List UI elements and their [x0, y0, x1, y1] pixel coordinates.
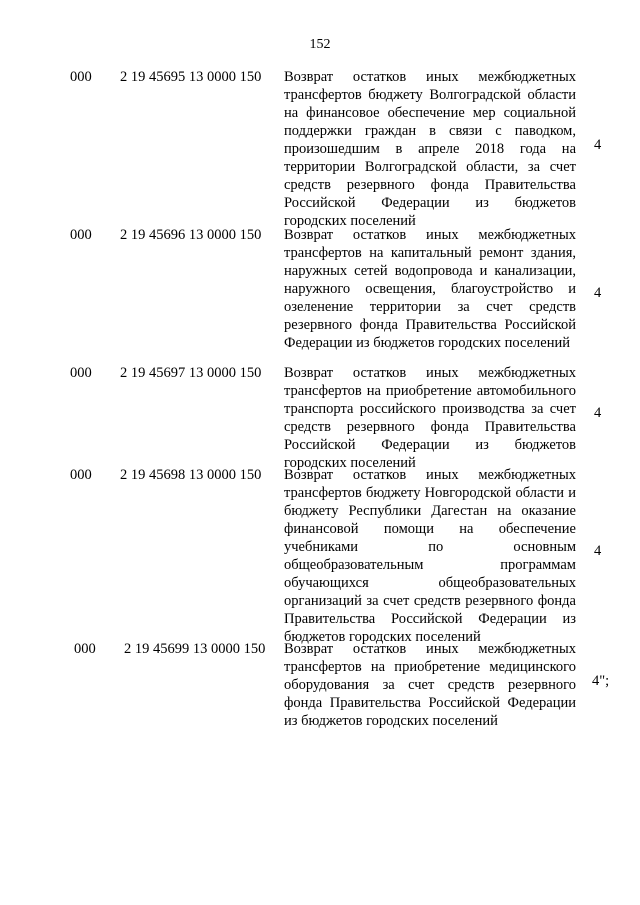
- admin-code: 000: [70, 227, 92, 243]
- budget-classification-code: 2 19 45698 13 0000 150: [120, 467, 262, 483]
- admin-code: 000: [70, 467, 92, 483]
- code-column-value: 4: [594, 405, 602, 421]
- row-description: Возврат остатков иных межбюджетных трансфертов на приобретение медицинского оборудования за счет средств резервного фонда Правительства Российской Федерации из бюджетов городских поселений: [284, 641, 576, 729]
- budget-classification-code: 2 19 45695 13 0000 150: [120, 69, 262, 85]
- table-row: [0, 364, 640, 471]
- table-row: [0, 68, 640, 229]
- admin-code: 000: [70, 69, 92, 85]
- table-row: [0, 226, 640, 364]
- admin-code: 000: [70, 365, 92, 381]
- row-description: Возврат остатков иных межбюджетных трансфертов бюджету Волгоградской области на финансовое обеспечение мер социальной поддержки граждан в связи с паводком, произошедшим в апреле 2018 года на территории Волгоградской области, за счет средств резервного фонда Правительства Российской Федерации из бюджетов городских поселений: [284, 69, 576, 229]
- row-description: Возврат остатков иных межбюджетных трансфертов бюджету Новгородской области и бюджету Республики Дагестан на оказание финансовой помощи на обеспечение учебниками по основным общеобразовательным программам обучающихся общеобразовательных организаций за счет средств резервного фонда Правительства Российской Федерации из бюджетов городских поселений: [284, 467, 576, 645]
- budget-classification-code: 2 19 45696 13 0000 150: [120, 227, 262, 243]
- table-row: [0, 640, 640, 730]
- code-column-value: 4: [594, 137, 602, 153]
- row-description: Возврат остатков иных межбюджетных трансфертов на приобретение автомобильного транспорта российского производства за счет средств резервного фонда Правительства Российской Федерации из бюджетов городских поселений: [284, 365, 576, 471]
- code-column-value: 4";: [592, 673, 610, 689]
- budget-classification-code: 2 19 45699 13 0000 150: [124, 641, 266, 657]
- code-column-value: 4: [594, 543, 602, 559]
- table-row: [0, 466, 640, 645]
- admin-code: 000: [74, 641, 96, 657]
- row-description: Возврат остатков иных межбюджетных трансфертов на капитальный ремонт здания, наружных сетей водопровода и канализации, наружного освещения, благоустройство и озеленение территории за счет средств резервного фонда Правительства Российской Федерации из бюджетов городских поселений: [284, 227, 576, 351]
- budget-classification-code: 2 19 45697 13 0000 150: [120, 365, 262, 381]
- code-column-value: 4: [594, 285, 602, 301]
- page-number: 152: [309, 37, 331, 52]
